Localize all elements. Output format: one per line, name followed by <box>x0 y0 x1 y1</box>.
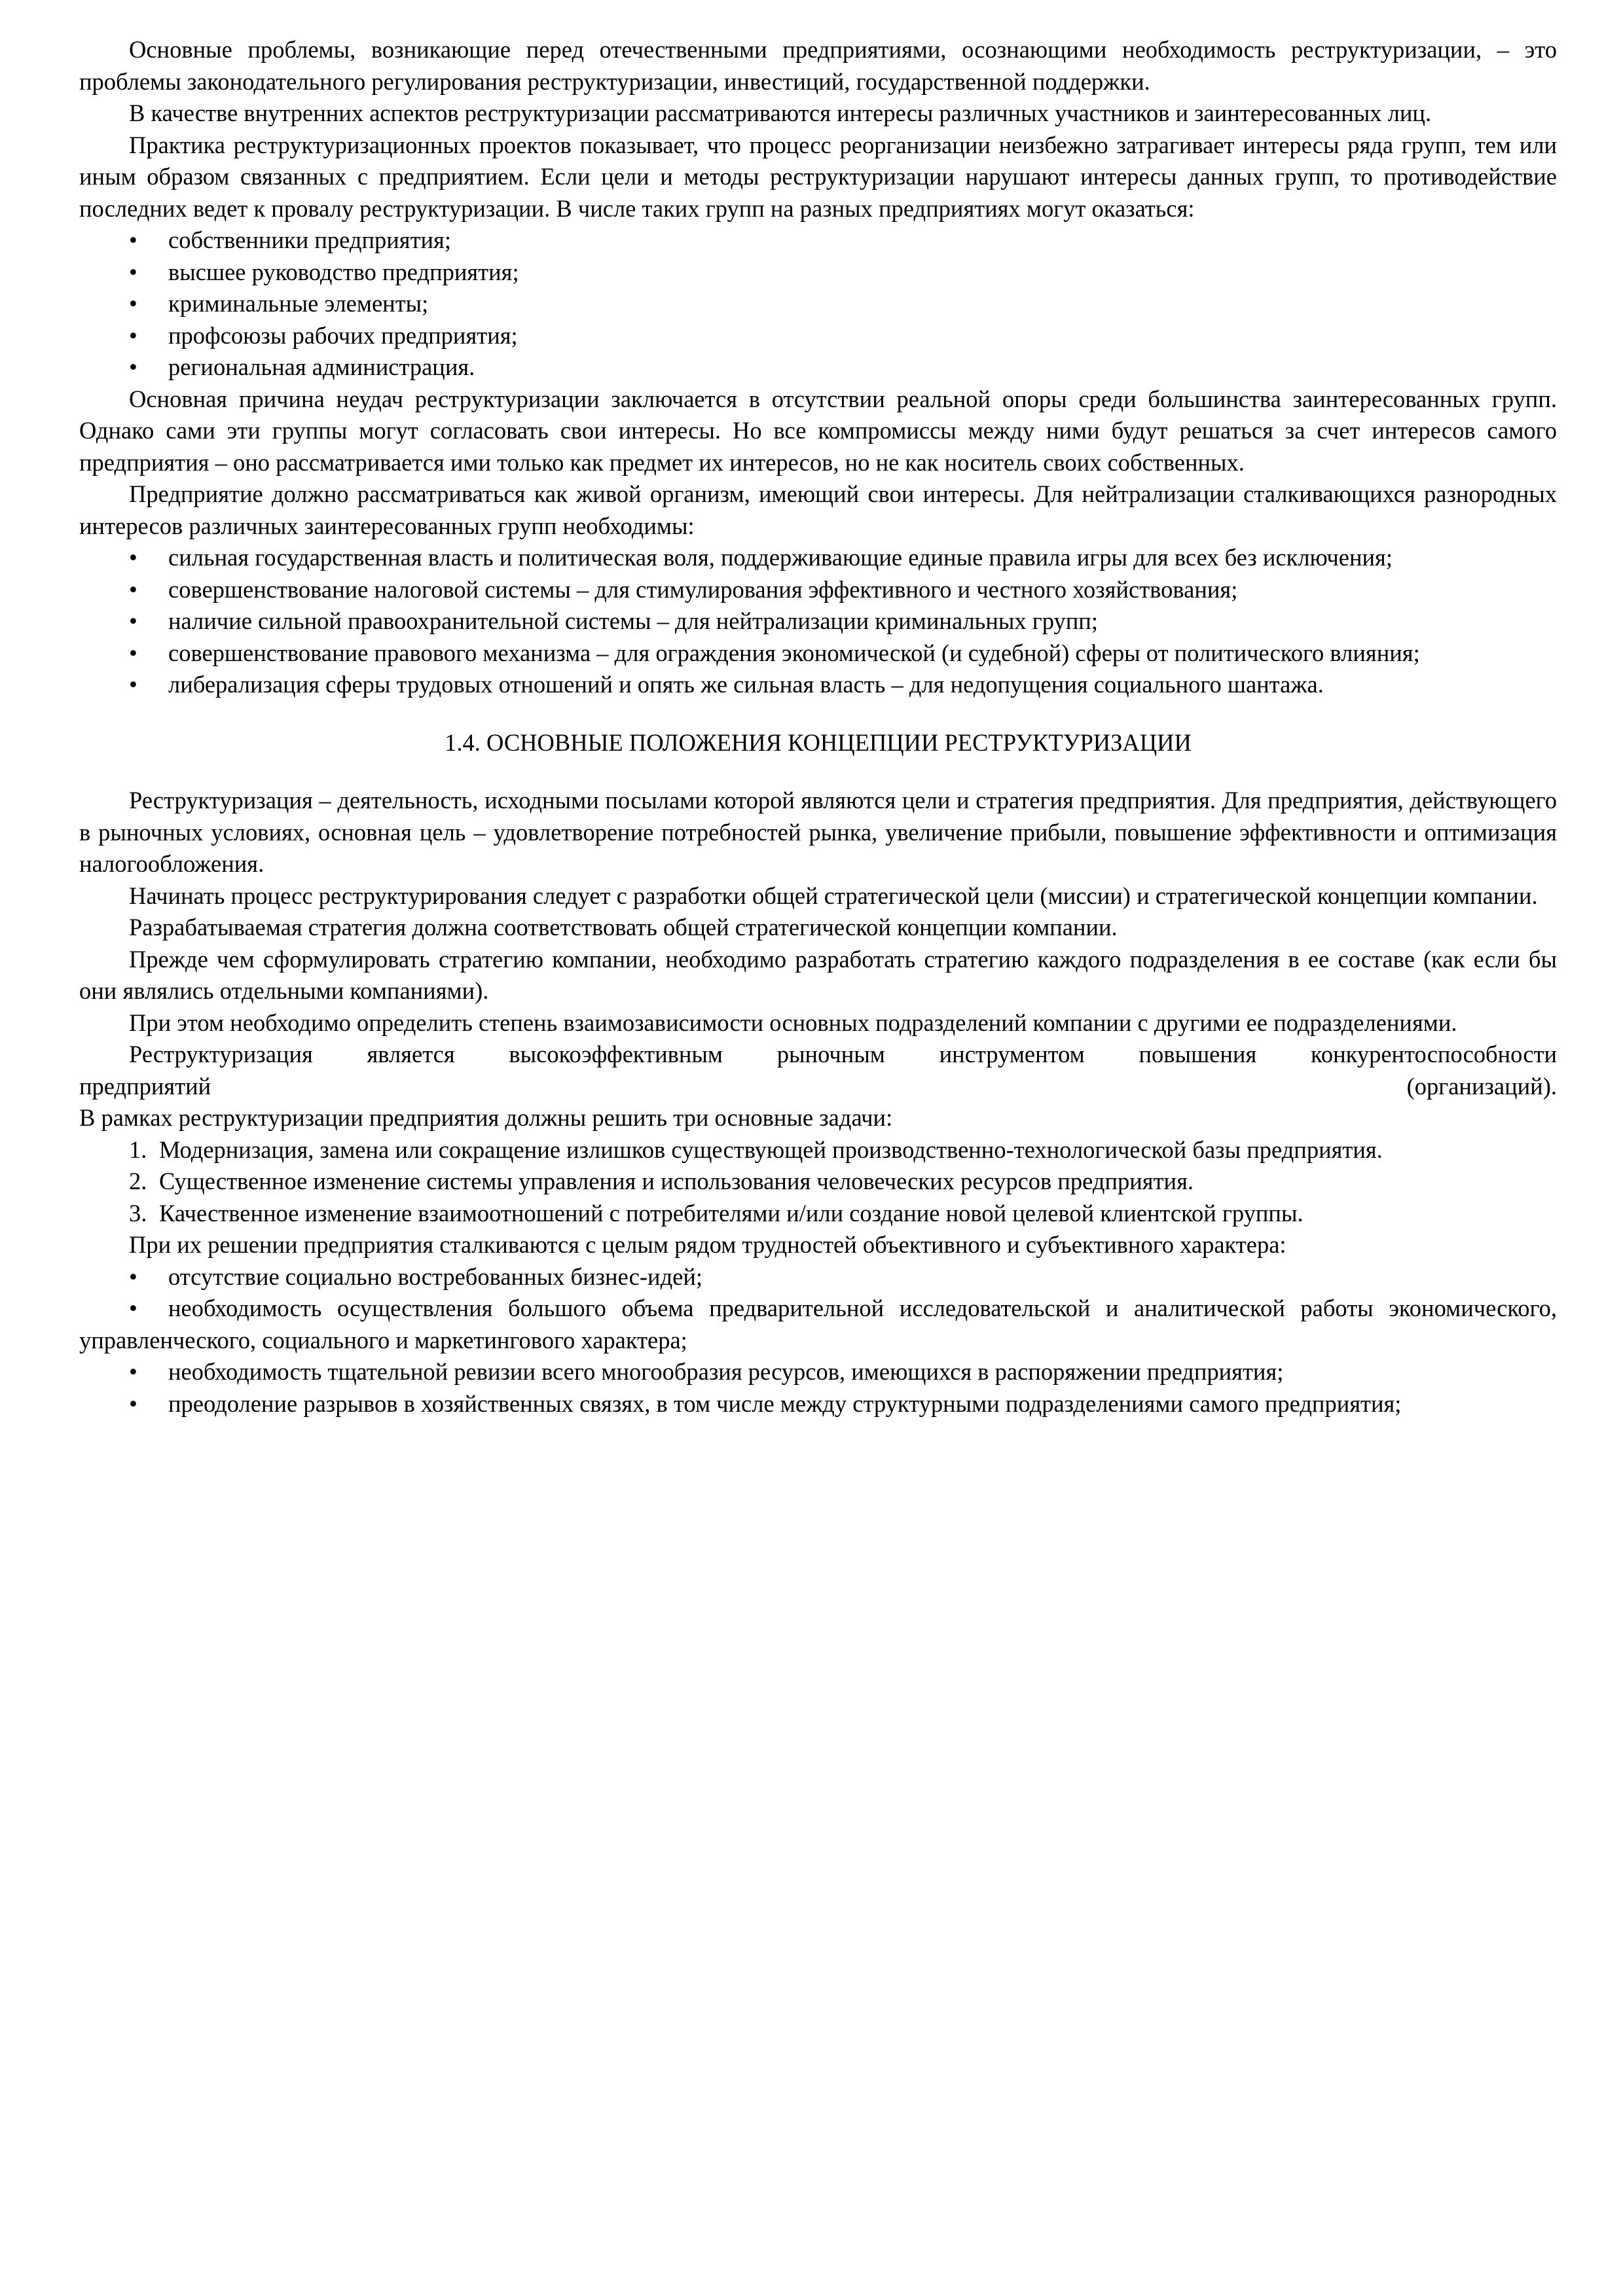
bullet-marker: • <box>129 544 137 571</box>
item-text: Модернизация, замена или сокращение излишков существующей производственно-технологической базы предприятия. <box>159 1136 1383 1163</box>
bullet-text: высшее руководство предприятия; <box>168 258 519 285</box>
section-heading: 1.4. ОСНОВНЫЕ ПОЛОЖЕНИЯ КОНЦЕПЦИИ РЕСТРУКТУРИЗАЦИИ <box>445 728 1192 756</box>
paragraph: Практика реструктуризационных проектов показывает, что процесс реорганизации неизбежно затрагивает интересы ряда групп, тем или иным образом связанных с предприятием. Если цели и методы реструктуризации нарушают интересы данных групп, то противодействие последних ведет к провалу реструктуризации. В числе таких групп на разных предприятиях могут оказаться: <box>79 131 1557 222</box>
paragraph: Основные проблемы, возникающие перед отечественными предприятиями, осознающими необходимость реструктуризации, – это проблемы законодательного регулирования реструктуризации, инвестиций, государственной поддержки. <box>79 36 1557 95</box>
bullet-marker: • <box>129 1295 137 1321</box>
bullet-text: криминальные элементы; <box>168 290 429 317</box>
bullet-text: наличие сильной правоохранительной системы – для нейтрализации криминальных групп; <box>168 607 1098 634</box>
bullet-item <box>79 574 1557 606</box>
paragraph: Начинать процесс реструктурирования следует с разработки общей стратегической цели (миссии) и стратегической концепции компании. <box>129 882 1538 909</box>
paragraph: Предприятие должно рассматриваться как живой организм, имеющий свои интересы. Для нейтрализации сталкивающихся разнородных интересов различных заинтересованных групп необходимы: <box>79 480 1557 539</box>
bullet-text: профсоюзы рабочих предприятия; <box>168 321 518 349</box>
paragraph: Прежде чем сформулировать стратегию компании, необходимо разработать стратегию каждого подразделения в ее составе (как если бы они являлись отдельными компаниями). <box>79 945 1557 1004</box>
paragraph: Разрабатываемая стратегия должна соответствовать общей стратегической концепции компании. <box>129 914 1118 941</box>
bullet-text: необходимость тщательной ревизии всего многообразия ресурсов, имеющихся в распоряжении предприятия; <box>168 1358 1284 1385</box>
paragraph-line: Реструктуризация является высокоэффективным рыночным инструментом повышения конкурентоспособности <box>129 1041 1557 1067</box>
bullet-item <box>79 320 1557 352</box>
bullet-item <box>79 1261 1557 1293</box>
paragraph-line <box>79 1071 1557 1103</box>
item-number: 3. <box>129 1199 147 1227</box>
paragraph: При их решении предприятия сталкиваются с целым рядом трудностей объективного и субъективного характера: <box>129 1231 1286 1258</box>
bullet-text: либерализация сферы трудовых отношений и опять же сильная власть – для недопущения социального шантажа. <box>168 671 1324 698</box>
paragraph-fragment: предприятий <box>79 1072 211 1100</box>
paragraph: Реструктуризация – деятельность, исходными посылами которой являются цели и стратегия предприятия. Для предприятия, действующего в рыночных условиях, основная цель – удовлетворение потребностей рынка, увеличение прибыли, повышение эффективности и оптимизация налогообложения. <box>79 787 1557 877</box>
bullet-item <box>79 637 1557 670</box>
bullet-text: совершенствование налоговой системы – для стимулирования эффективного и честного хозяйствования; <box>168 575 1238 603</box>
bullet-item <box>79 1293 1557 1356</box>
bullet-marker: • <box>129 258 137 285</box>
bullet-item <box>79 1388 1557 1420</box>
bullet-item <box>79 257 1557 289</box>
paragraph-fragment: (организаций). <box>1406 1072 1557 1100</box>
item-text: Качественное изменение взаимоотношений с потребителями и/или создание новой целевой клиентской группы. <box>159 1199 1304 1227</box>
bullet-item <box>79 224 1557 257</box>
item-number: 1. <box>129 1136 147 1163</box>
numbered-item <box>79 1198 1557 1230</box>
bullet-text: совершенствование правового механизма – для ограждения экономической (и судебной) сферы от политического влияния; <box>168 639 1420 666</box>
bullet-item <box>79 542 1557 574</box>
bullet-text: сильная государственная власть и политическая воля, поддерживающие единые правила игры для всех без исключения; <box>168 544 1393 571</box>
paragraph <box>79 1039 1557 1102</box>
paragraph: Основная причина неудач реструктуризации заключается в отсутствии реальной опоры среди большинства заинтересованных групп. Однако сами эти группы могут согласовать свои интересы. Но все компромиссы между ними будут решаться за счет интересов самого предприятия – оно рассматривается ими только как предмет их интересов, но не как носитель своих собственных. <box>79 385 1557 476</box>
bullet-item <box>79 605 1557 637</box>
item-number: 2. <box>129 1168 147 1194</box>
document-page <box>79 34 1557 1420</box>
bullet-item <box>79 288 1557 320</box>
bullet-marker: • <box>129 671 137 698</box>
bullet-marker: • <box>129 639 137 666</box>
paragraph: При этом необходимо определить степень взаимозависимости основных подразделений компании с другими ее подразделениями. <box>129 1009 1457 1036</box>
bullet-item <box>79 1356 1557 1388</box>
bullet-marker: • <box>129 353 137 380</box>
bullet-marker: • <box>129 321 137 349</box>
paragraph: В рамках реструктуризации предприятия должны решить три основные задачи: <box>79 1104 893 1131</box>
numbered-item <box>79 1134 1557 1166</box>
numbered-item <box>79 1166 1557 1198</box>
bullet-marker: • <box>129 1390 137 1417</box>
bullet-marker: • <box>129 607 137 634</box>
bullet-marker: • <box>129 1263 137 1290</box>
paragraph: В качестве внутренних аспектов реструктуризации рассматриваются интересы различных участников и заинтересованных лиц. <box>129 99 1432 126</box>
bullet-text: региональная администрация. <box>168 353 475 380</box>
bullet-item <box>79 669 1557 701</box>
bullet-text: собственники предприятия; <box>168 226 451 253</box>
bullet-marker: • <box>129 290 137 317</box>
bullet-text: отсутствие социально востребованных бизнес-идей; <box>168 1263 703 1290</box>
bullet-marker: • <box>129 575 137 603</box>
bullet-marker: • <box>129 1358 137 1385</box>
item-text: Существенное изменение системы управления и использования человеческих ресурсов предприятия. <box>159 1168 1194 1194</box>
bullet-text: преодоление разрывов в хозяйственных связях, в том числе между структурными подразделениями самого предприятия; <box>168 1390 1402 1417</box>
bullet-item <box>79 351 1557 384</box>
bullet-text: необходимость осуществления большого объема предварительной исследовательской и аналитической работы экономического, управленческого, социального и маркетингового характера; <box>79 1295 1557 1354</box>
bullet-marker: • <box>129 226 137 253</box>
